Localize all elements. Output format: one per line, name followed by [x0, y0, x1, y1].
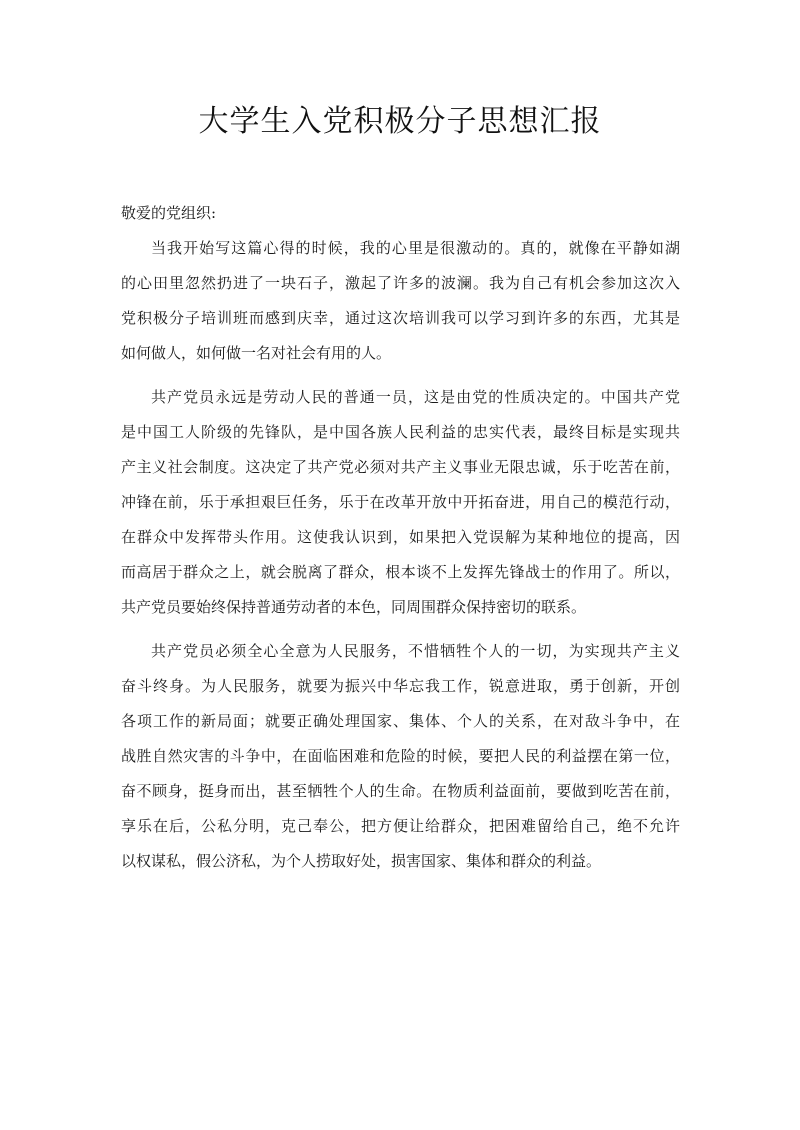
paragraph-line: 以权谋私，假公济私，为个人捞取好处，损害国家、集体和群众的利益。: [121, 852, 602, 870]
paragraph-2: [121, 380, 680, 625]
paragraph-line: 当我开始写这篇心得的时候，我的心里是很激动的。真的，就像在平静如湖: [151, 239, 680, 257]
paragraph-line: 是中国工人阶级的先锋队，是中国各族人民利益的忠实代表，最终目标是实现共: [121, 423, 680, 441]
paragraph-line: 共产党员永远是劳动人民的普通一员，这是由党的性质决定的。中国共产党: [151, 388, 680, 406]
paragraph-line: 共产党员要始终保持普通劳动者的本色，同周围群众保持密切的联系。: [121, 598, 587, 616]
paragraph-line: 共产党员必须全心全意为人民服务，不惜牺牲个人的一切，为实现共产主义: [151, 642, 680, 660]
salutation: 敬爱的党组织:: [121, 204, 217, 222]
paragraph-line: 的心田里忽然扔进了一块石子，激起了许多的波澜。我为自己有机会参加这次入: [121, 274, 680, 292]
paragraph-line: 享乐在后，公私分明，克己奉公，把方便让给群众，把困难留给自己，绝不允许: [121, 817, 680, 835]
paragraph-line: 产主义社会制度。这决定了共产党必须对共产主义事业无限忠诚，乐于吃苦在前，: [121, 458, 680, 476]
paragraph-line: 奋不顾身，挺身而出，甚至牺牲个人的生命。在物质利益面前，要做到吃苦在前，: [121, 782, 680, 800]
paragraph-1: [121, 231, 680, 371]
paragraph-line: 党积极分子培训班而感到庆幸，通过这次培训我可以学习到许多的东西，尤其是: [121, 309, 680, 327]
paragraph-line: 在群众中发挥带头作用。这使我认识到，如果把入党误解为某种地位的提高，因: [121, 528, 680, 546]
page-title: 大学生入党积极分子思想汇报: [198, 104, 602, 139]
paragraph-line: 各项工作的新局面；就要正确处理国家、集体、个人的关系，在对敌斗争中，在: [121, 712, 680, 730]
paragraph-line: 而高居于群众之上，就会脱离了群众，根本谈不上发挥先锋战士的作用了。所以，: [121, 563, 680, 581]
document-body: [121, 196, 680, 888]
paragraph-line: 战胜自然灾害的斗争中，在面临困难和危险的时候，要把人民的利益摆在第一位，: [121, 747, 680, 765]
paragraph-3: [121, 634, 680, 879]
paragraph-line: 冲锋在前，乐于承担艰巨任务，乐于在改革开放中开拓奋进，用自己的模范行动，: [121, 493, 680, 511]
paragraph-line: 如何做人，如何做一名对社会有用的人。: [121, 344, 392, 362]
paragraph-line: 奋斗终身。为人民服务，就要为振兴中华忘我工作，锐意进取，勇于创新，开创: [121, 677, 680, 695]
